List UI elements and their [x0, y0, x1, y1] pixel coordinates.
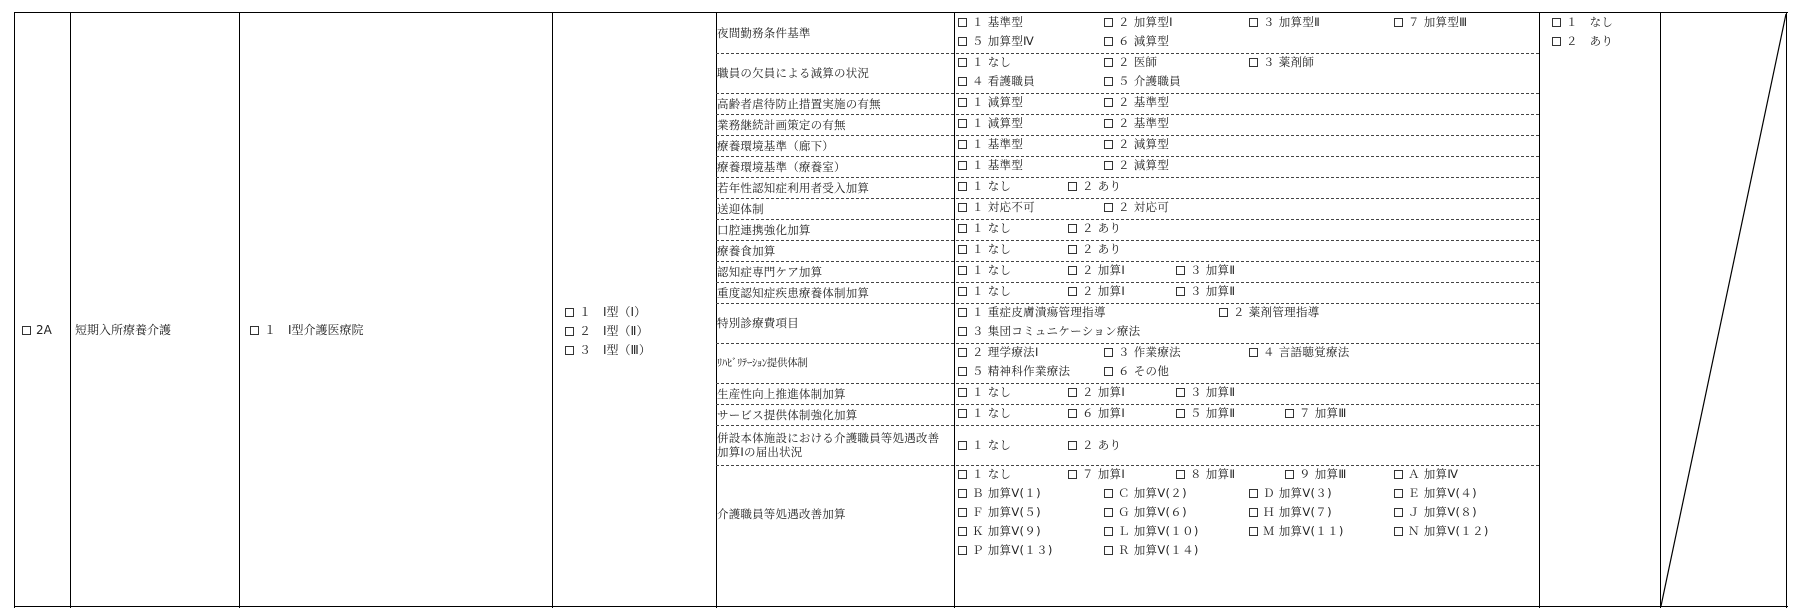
item-name: ﾘﾊﾋﾞﾘﾃｰｼｮﾝ提供体制	[717, 357, 808, 369]
option[interactable]	[958, 438, 1011, 452]
option[interactable]	[1104, 15, 1173, 29]
checkbox-icon[interactable]	[1068, 441, 1077, 450]
option-label: Ｂ 加算Ⅴ(１)	[972, 486, 1041, 500]
checkbox-icon[interactable]	[1104, 508, 1113, 517]
checkbox-icon[interactable]	[1394, 508, 1403, 517]
checkbox-icon[interactable]	[958, 409, 967, 418]
option-label: ２ 医師	[1118, 55, 1158, 69]
option[interactable]	[958, 406, 1011, 420]
checkbox-icon[interactable]	[1068, 409, 1077, 418]
option-label: ２ 加算Ⅰ	[1082, 385, 1126, 399]
option[interactable]	[1104, 345, 1181, 359]
checkbox-icon[interactable]	[1104, 527, 1113, 536]
option[interactable]	[1394, 505, 1477, 519]
option[interactable]	[1249, 524, 1344, 538]
item-name: 併設本体施設における介護職員等処遇改善加算Ⅰの届出状況	[717, 431, 940, 459]
option[interactable]	[1068, 467, 1125, 481]
service-name: 短期入所療養介護	[75, 323, 172, 337]
option[interactable]	[1104, 95, 1169, 109]
option-label: １ なし	[972, 221, 1012, 235]
option[interactable]	[1068, 221, 1121, 235]
checkbox-icon[interactable]	[958, 161, 967, 170]
option-label: Ｋ 加算Ⅴ(９)	[972, 524, 1041, 538]
option-label: １ 基準型	[972, 137, 1024, 151]
option[interactable]	[1104, 55, 1157, 69]
option-label: １ なし	[972, 263, 1012, 277]
option-label: ５ 精神科作業療法	[972, 364, 1071, 378]
option-label: ２ あり	[1082, 221, 1122, 235]
checkbox-icon[interactable]	[958, 266, 967, 275]
option[interactable]	[1068, 284, 1125, 298]
checkbox-icon[interactable]	[958, 182, 967, 191]
checkbox-icon[interactable]	[958, 119, 967, 128]
option[interactable]	[1104, 74, 1181, 88]
checkbox-icon[interactable]	[1068, 287, 1077, 296]
item-name: 特別診療費項目	[717, 316, 799, 330]
option[interactable]	[958, 137, 1023, 151]
checkbox-icon[interactable]	[958, 470, 967, 479]
option-label: Ｍ 加算Ⅴ(１１)	[1263, 524, 1344, 538]
checkbox-icon[interactable]	[1104, 58, 1113, 67]
option-label: ２ 薬剤管理指導	[1233, 305, 1320, 319]
checkbox-icon[interactable]	[958, 388, 967, 397]
option[interactable]	[1104, 524, 1199, 538]
option-label: ７ 加算型Ⅲ	[1408, 15, 1468, 29]
option[interactable]	[958, 74, 1035, 88]
facility-type-label: １ Ⅰ型介護医療院	[264, 323, 364, 337]
checkbox-icon[interactable]	[1104, 77, 1113, 86]
option-label: ５ 介護職員	[1118, 74, 1181, 88]
option[interactable]	[1176, 263, 1235, 277]
option[interactable]	[1219, 305, 1320, 319]
facility-subtype-label: ３ Ⅰ型（Ⅲ）	[579, 343, 651, 357]
option[interactable]	[1249, 15, 1320, 29]
option[interactable]	[958, 55, 1011, 69]
side-option-label: ２ あり	[1566, 34, 1614, 48]
option[interactable]	[958, 158, 1023, 172]
option[interactable]	[1068, 406, 1125, 420]
checkbox-icon[interactable]	[1104, 367, 1113, 376]
option-label: ４ 看護職員	[972, 74, 1035, 88]
option-label: １ なし	[972, 438, 1012, 452]
option-label: ２ 基準型	[1118, 95, 1170, 109]
option-label: ２ あり	[1082, 242, 1122, 256]
option[interactable]	[1068, 179, 1121, 193]
checkbox-icon[interactable]	[958, 18, 967, 27]
col-border	[14, 12, 15, 608]
option-label: １ 減算型	[972, 116, 1024, 130]
option-label: ９ 加算Ⅲ	[1299, 467, 1347, 481]
checkbox-icon[interactable]	[1285, 470, 1294, 479]
option[interactable]	[958, 505, 1041, 519]
facility-type	[250, 323, 364, 337]
option[interactable]	[1104, 158, 1169, 172]
checkbox-icon[interactable]	[1104, 37, 1113, 46]
option[interactable]	[958, 324, 1140, 338]
option[interactable]	[958, 15, 1023, 29]
item-name: 療養食加算	[717, 243, 776, 258]
checkbox-icon[interactable]	[1249, 58, 1258, 67]
option-label: ３ 薬剤師	[1263, 55, 1315, 69]
option[interactable]	[1394, 524, 1489, 538]
checkbox-icon[interactable]	[1068, 470, 1077, 479]
option-label: ２ 加算Ⅰ	[1082, 263, 1126, 277]
option-label: １ 基準型	[972, 15, 1024, 29]
option-label: Ｃ 加算Ⅴ(２)	[1118, 486, 1187, 500]
option[interactable]	[1068, 438, 1121, 452]
option-label: １ 基準型	[972, 158, 1024, 172]
option[interactable]	[958, 242, 1011, 256]
item-name: 高齢者虐待防止措置実施の有無	[717, 96, 881, 111]
option-label: ２ 基準型	[1118, 116, 1170, 130]
option[interactable]	[1249, 505, 1332, 519]
item-name: 夜間勤務条件基準	[717, 26, 811, 40]
checkbox-icon[interactable]	[958, 327, 967, 336]
option-label: ５ 加算Ⅱ	[1190, 406, 1236, 420]
checkbox-icon[interactable]	[1104, 203, 1113, 212]
option[interactable]	[958, 364, 1070, 378]
checkbox-icon[interactable]	[1249, 527, 1258, 536]
checkbox-icon[interactable]	[958, 489, 967, 498]
checkbox-icon[interactable]	[958, 508, 967, 517]
option[interactable]	[1394, 15, 1467, 29]
checkbox-icon[interactable]	[958, 308, 967, 317]
checkbox-icon[interactable]	[958, 441, 967, 450]
option[interactable]	[958, 179, 1011, 193]
checkbox-icon[interactable]	[1176, 409, 1185, 418]
checkbox-icon[interactable]	[1176, 287, 1185, 296]
col-border	[552, 12, 553, 608]
checkbox-icon[interactable]	[250, 326, 259, 335]
option[interactable]	[1249, 55, 1314, 69]
checkbox-icon[interactable]	[1104, 98, 1113, 107]
item-name: 介護職員等処遇改善加算	[717, 506, 846, 521]
option-label: ３ 集団コミュニケーション療法	[972, 324, 1141, 338]
checkbox-icon[interactable]	[1394, 527, 1403, 536]
checkbox-icon[interactable]	[1104, 161, 1113, 170]
option-label: Ｐ 加算Ⅴ(１３)	[972, 543, 1053, 557]
option[interactable]	[1104, 543, 1199, 557]
option[interactable]	[958, 221, 1011, 235]
option-label: ２ 対応可	[1118, 200, 1170, 214]
facility-subtype-item[interactable]	[565, 305, 646, 319]
checkbox-icon[interactable]	[22, 326, 31, 335]
checkbox-icon[interactable]	[1068, 182, 1077, 191]
col-border	[1539, 12, 1540, 608]
checkbox-icon[interactable]	[1104, 489, 1113, 498]
option[interactable]	[1104, 505, 1187, 519]
checkbox-icon[interactable]	[1068, 266, 1077, 275]
item-name: 認知症専門ケア加算	[717, 264, 823, 279]
item-name: 療養環境基準（療養室）	[717, 159, 846, 174]
option[interactable]	[1176, 406, 1235, 420]
option-label: Ｎ 加算Ⅴ(１２)	[1408, 524, 1489, 538]
checkbox-icon[interactable]	[958, 367, 967, 376]
option-label: ２ 加算型Ⅰ	[1118, 15, 1173, 29]
checkbox-icon[interactable]	[1176, 266, 1185, 275]
option-label: １ 減算型	[972, 95, 1024, 109]
item-name: 生産性向上推進体制加算	[717, 386, 846, 401]
checkbox-icon[interactable]	[958, 203, 967, 212]
checkbox-icon[interactable]	[1068, 245, 1077, 254]
checkbox-icon[interactable]	[565, 308, 574, 317]
option[interactable]	[1176, 385, 1235, 399]
option[interactable]	[1249, 345, 1350, 359]
option[interactable]	[958, 116, 1023, 130]
option-label: Ｈ 加算Ⅴ(７)	[1263, 505, 1332, 519]
checkbox-icon[interactable]	[1249, 18, 1258, 27]
checkbox-icon[interactable]	[1068, 388, 1077, 397]
item-name: 療養環境基準（廊下）	[717, 138, 834, 153]
checkbox-icon[interactable]	[1104, 18, 1113, 27]
option-label: ６ 減算型	[1118, 34, 1170, 48]
checkbox-icon[interactable]	[1552, 37, 1561, 46]
facility-subtype-item[interactable]	[565, 343, 651, 357]
option[interactable]	[1285, 467, 1347, 481]
option[interactable]	[1104, 34, 1169, 48]
option-label: ７ 加算Ⅰ	[1082, 467, 1126, 481]
option[interactable]	[958, 284, 1011, 298]
option-label: １ なし	[972, 284, 1012, 298]
checkbox-icon[interactable]	[1068, 224, 1077, 233]
option-label: Ｇ 加算Ⅴ(６)	[1118, 505, 1187, 519]
option[interactable]	[958, 524, 1041, 538]
option[interactable]	[958, 200, 1035, 214]
checkbox-icon[interactable]	[565, 346, 574, 355]
option[interactable]	[1068, 263, 1125, 277]
option-label: １ なし	[972, 467, 1012, 481]
checkbox-icon[interactable]	[958, 224, 967, 233]
checkbox-icon[interactable]	[958, 527, 967, 536]
option-label: ３ 加算Ⅱ	[1190, 284, 1236, 298]
facility-subtype-item[interactable]	[565, 324, 648, 338]
option-label: Ｊ 加算Ⅴ(８)	[1408, 505, 1477, 519]
checkbox-icon[interactable]	[958, 287, 967, 296]
option-label: Ｅ 加算Ⅴ(４)	[1408, 486, 1477, 500]
diagonal-slash	[1660, 12, 1787, 608]
checkbox-icon[interactable]	[958, 348, 967, 357]
option-label: Ａ 加算Ⅳ	[1408, 467, 1459, 481]
option[interactable]	[1104, 137, 1169, 151]
option[interactable]	[1068, 242, 1121, 256]
service-code-cell	[22, 323, 52, 337]
checkbox-icon[interactable]	[958, 546, 967, 555]
option-label: ７ 加算Ⅲ	[1299, 406, 1347, 420]
option-label: Ｌ 加算Ⅴ(１０)	[1118, 524, 1199, 538]
checkbox-icon[interactable]	[1394, 18, 1403, 27]
checkbox-icon[interactable]	[1104, 119, 1113, 128]
option[interactable]	[1104, 486, 1187, 500]
facility-subtype-label: １ Ⅰ型（Ⅰ）	[579, 305, 647, 319]
option[interactable]	[958, 543, 1053, 557]
service-form-sheet	[14, 12, 1788, 608]
option-label: Ｒ 加算Ⅴ(１４)	[1118, 543, 1199, 557]
option-label: １ なし	[972, 55, 1012, 69]
side-option[interactable]	[1552, 34, 1613, 48]
option-label: ６ 加算Ⅰ	[1082, 406, 1126, 420]
option-label: ２ あり	[1082, 179, 1122, 193]
option-label: Ｆ 加算Ⅴ(５)	[972, 505, 1041, 519]
option[interactable]	[958, 305, 1106, 319]
option[interactable]	[1285, 406, 1347, 420]
item-name: 送迎体制	[717, 201, 764, 216]
checkbox-icon[interactable]	[1176, 470, 1185, 479]
option-label: １ なし	[972, 406, 1012, 420]
item-name: 業務継続計画策定の有無	[717, 117, 846, 132]
item-name: 口腔連携強化加算	[717, 222, 811, 237]
checkbox-icon[interactable]	[1104, 348, 1113, 357]
checkbox-icon[interactable]	[1249, 508, 1258, 517]
checkbox-icon[interactable]	[1249, 489, 1258, 498]
item-name: サービス提供体制強化加算	[717, 407, 858, 422]
option-label: ２ あり	[1082, 438, 1122, 452]
option[interactable]	[1176, 467, 1235, 481]
item-name: 若年性認知症利用者受入加算	[717, 180, 870, 195]
option[interactable]	[958, 95, 1023, 109]
checkbox-icon[interactable]	[1285, 409, 1294, 418]
item-name: 職員の欠員による減算の状況	[717, 66, 870, 80]
option[interactable]	[958, 345, 1039, 359]
option-label: ８ 加算Ⅱ	[1190, 467, 1236, 481]
col-border	[239, 12, 240, 608]
option[interactable]	[1068, 385, 1125, 399]
option-label: ２ 理学療法Ⅰ	[972, 345, 1039, 359]
item-name: 重度認知症疾患療養体制加算	[717, 285, 870, 300]
option-label: １ なし	[972, 179, 1012, 193]
checkbox-icon[interactable]	[1219, 308, 1228, 317]
option-label: ３ 加算型Ⅱ	[1263, 15, 1321, 29]
option-label: １ なし	[972, 242, 1012, 256]
checkbox-icon[interactable]	[1552, 18, 1561, 27]
option-label: １ 重症皮膚潰瘍管理指導	[972, 305, 1106, 319]
checkbox-icon[interactable]	[1394, 489, 1403, 498]
checkbox-icon[interactable]	[1176, 388, 1185, 397]
option-label: ５ 加算型Ⅳ	[972, 34, 1035, 48]
option-label: ２ 減算型	[1118, 158, 1170, 172]
checkbox-icon[interactable]	[958, 140, 967, 149]
option-label: ２ 減算型	[1118, 137, 1170, 151]
option[interactable]	[1104, 116, 1169, 130]
col-border	[954, 12, 955, 608]
option[interactable]	[958, 263, 1011, 277]
side-option-label: １ なし	[1566, 15, 1614, 29]
table-bottom-border	[14, 606, 1788, 607]
option[interactable]	[1104, 200, 1169, 214]
option-label: ３ 作業療法	[1118, 345, 1181, 359]
option[interactable]	[958, 486, 1041, 500]
option-label: ２ 加算Ⅰ	[1082, 284, 1126, 298]
checkbox-icon[interactable]	[565, 327, 574, 336]
option-label: ３ 加算Ⅱ	[1190, 263, 1236, 277]
option[interactable]	[1249, 486, 1332, 500]
facility-subtype-label: ２ Ⅰ型（Ⅱ）	[579, 324, 649, 338]
col-border	[70, 12, 71, 608]
option-label: ４ 言語聴覚療法	[1263, 345, 1350, 359]
option-label: ６ その他	[1118, 364, 1170, 378]
checkbox-icon[interactable]	[958, 58, 967, 67]
option[interactable]	[958, 34, 1034, 48]
checkbox-icon[interactable]	[1104, 140, 1113, 149]
option[interactable]	[958, 467, 1011, 481]
checkbox-icon[interactable]	[958, 98, 967, 107]
checkbox-icon[interactable]	[958, 77, 967, 86]
option-label: １ 対応不可	[972, 200, 1035, 214]
checkbox-icon[interactable]	[958, 245, 967, 254]
checkbox-icon[interactable]	[958, 37, 967, 46]
option-label: Ｄ 加算Ⅴ(３)	[1263, 486, 1332, 500]
option[interactable]	[1104, 364, 1169, 378]
option-label: ３ 加算Ⅱ	[1190, 385, 1236, 399]
side-option[interactable]	[1552, 15, 1613, 29]
option[interactable]	[1394, 486, 1477, 500]
checkbox-icon[interactable]	[1394, 470, 1403, 479]
checkbox-icon[interactable]	[1104, 546, 1113, 555]
option-label: １ なし	[972, 385, 1012, 399]
option[interactable]	[1394, 467, 1458, 481]
service-code: 2A	[36, 323, 52, 337]
checkbox-icon[interactable]	[1249, 348, 1258, 357]
option[interactable]	[958, 385, 1011, 399]
option[interactable]	[1176, 284, 1235, 298]
